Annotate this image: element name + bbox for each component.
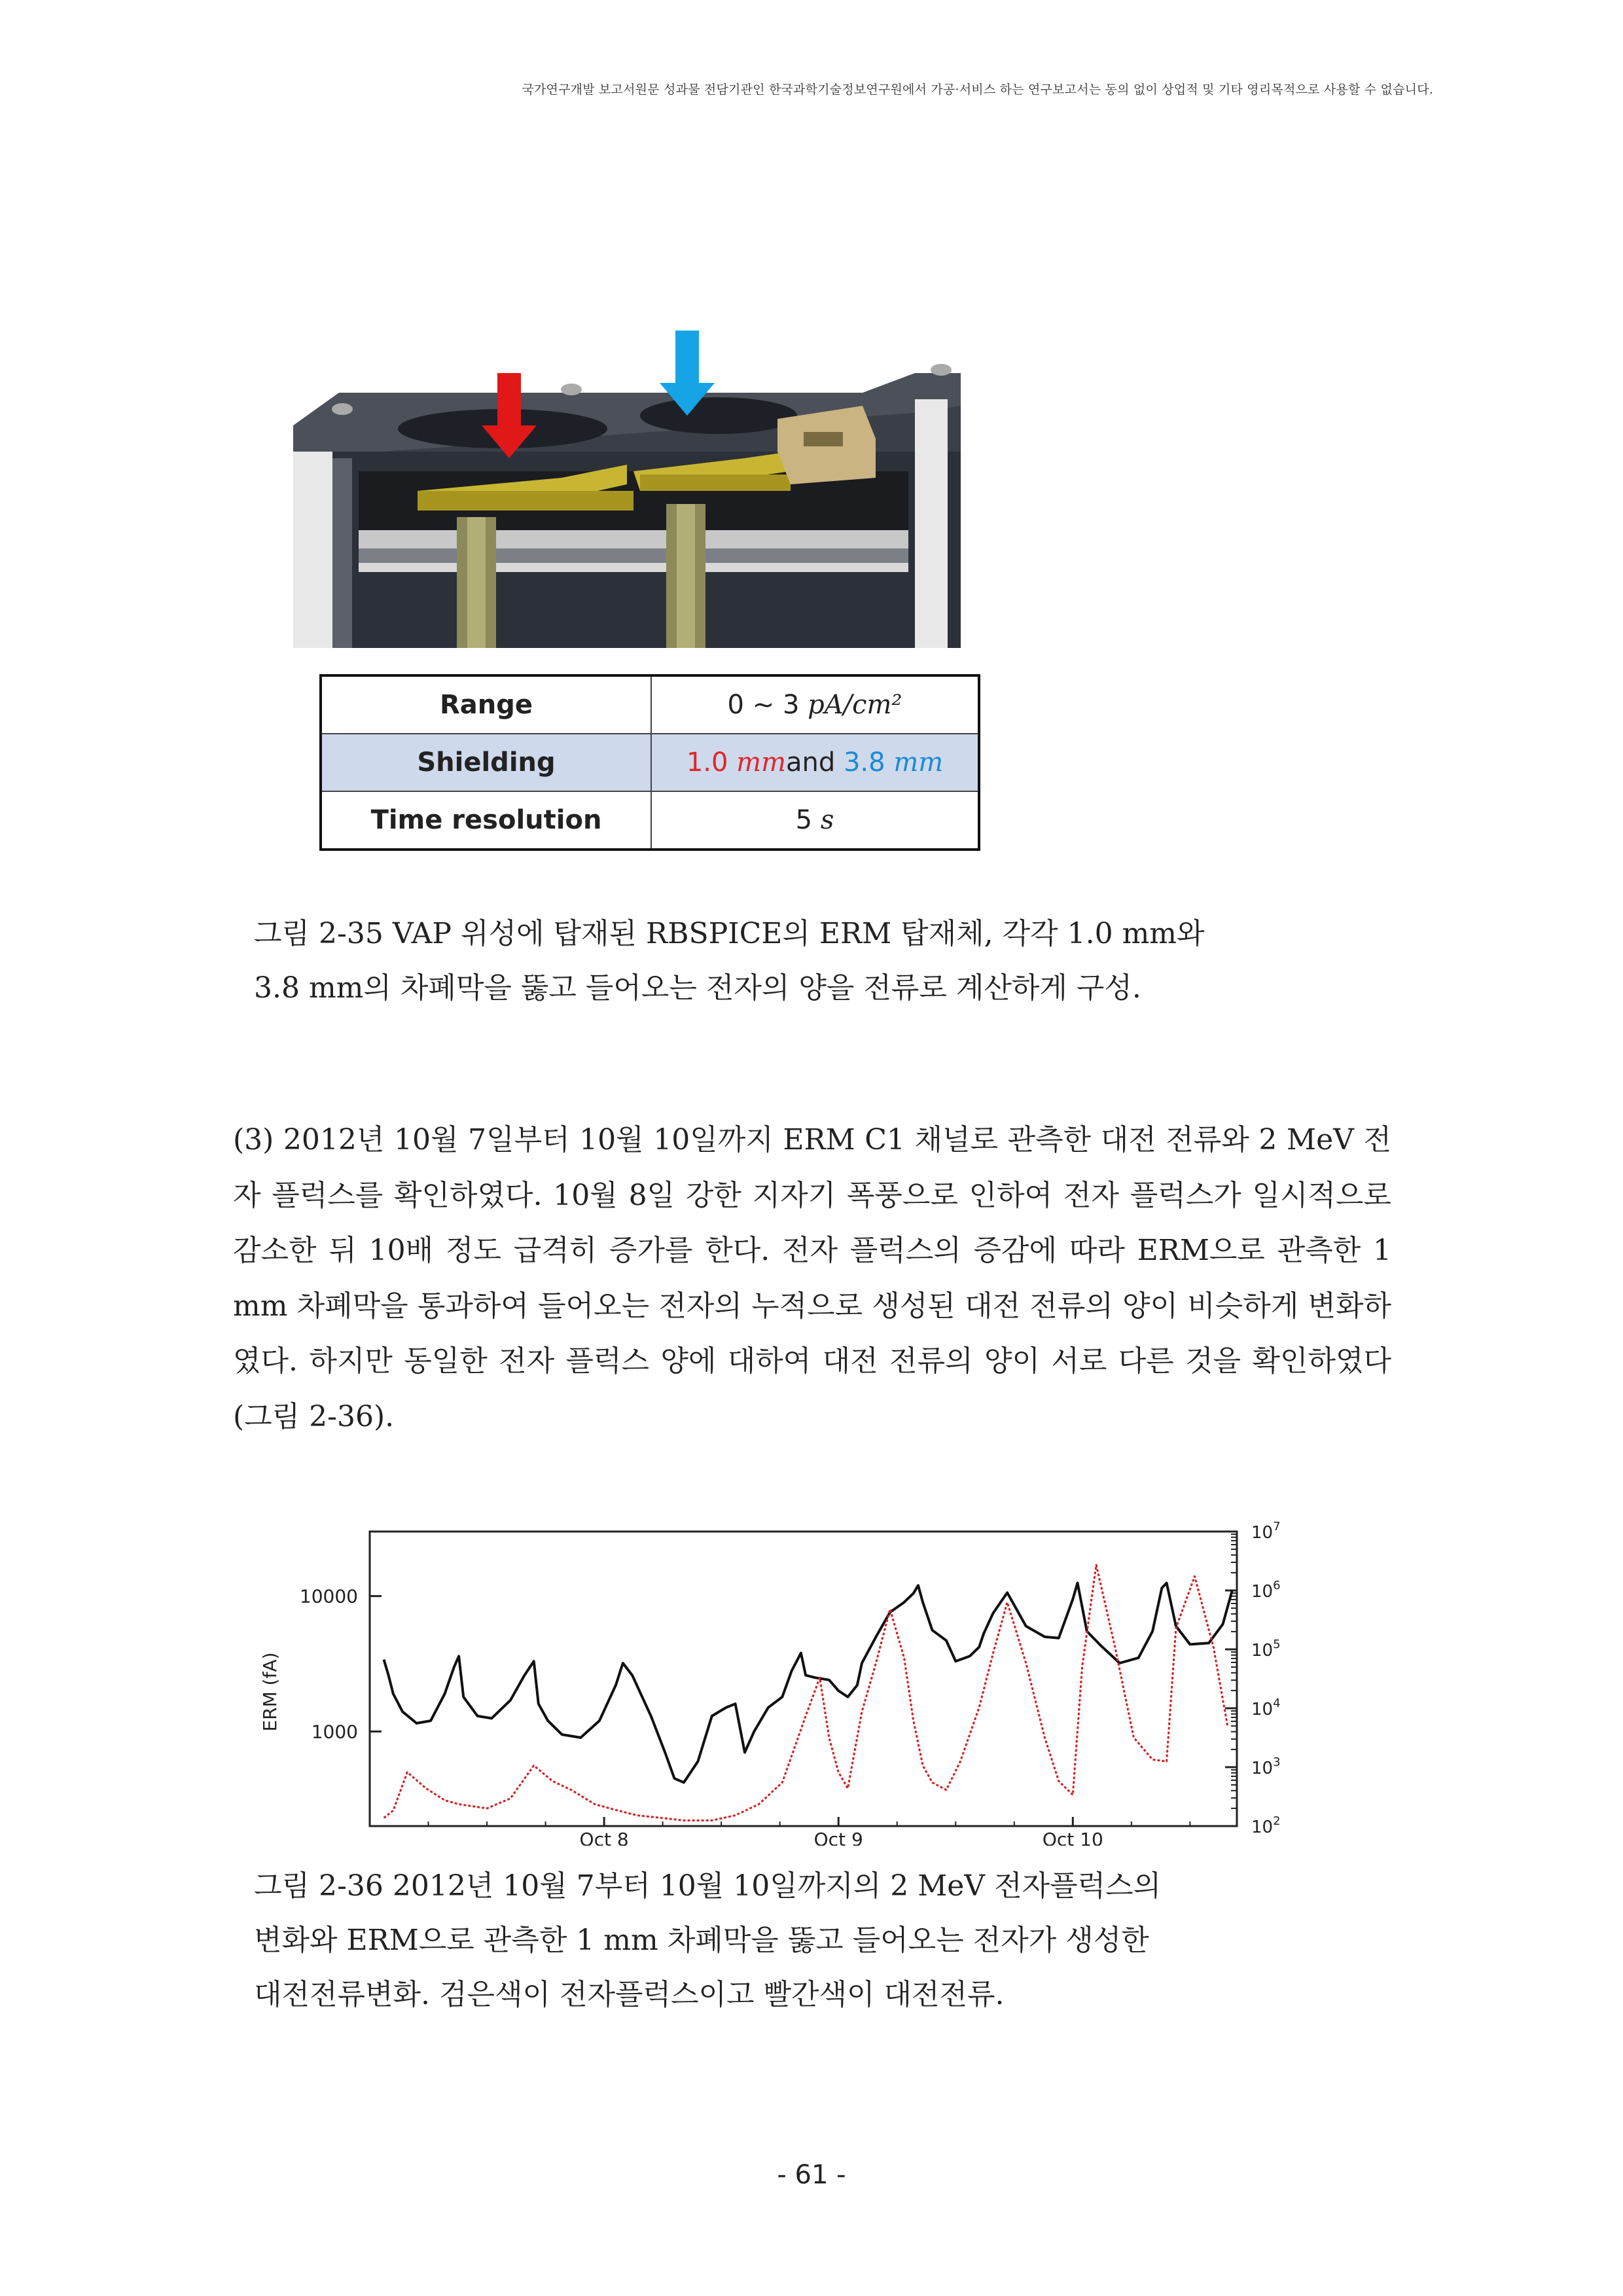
body-paragraph: (3) 2012년 10월 7일부터 10월 10일까지 ERM C1 채널로 관측한 대전 전류와 2 MeV 전자 플럭스를 확인하였다. 10월 8일 강한 지자기 폭풍으로 인하여 전자 플럭스가 일시적으로 감소한 뒤 10배 정도 급격히 증가를 한다. 전자 플럭스의 증감에 따라 ERM으로 관측한 1 mm 차폐막을 통과하여 들어오는 전자의 누적으로 생성된 대전 전류의 양이 비슷하게 변화하였다. 하지만 동일한 전자 플럭스 양에 대하여 대전 전류의 양이 서로 다른 것을 확인하였다 (그림 2-36). — [233, 1123, 1391, 1433]
screw-icon — [931, 364, 952, 376]
table-row — [321, 734, 979, 791]
x-tick-label: Oct 8 — [579, 1829, 629, 1846]
instrument-right-wall-section — [915, 399, 948, 648]
page-number: - 61 - — [777, 2160, 846, 2190]
screw-icon — [332, 403, 353, 415]
header-note: 국가연구개발 보고서원문 성과물 전담기관인 한국과학기술정보연구원에서 가공·서비스 하는 연구보고서는 동의 없이 상업적 및 기타 영리목적으로 사용할 수 없습니다. — [522, 82, 1433, 97]
table-row — [321, 675, 979, 734]
spec-table — [319, 674, 980, 851]
circuit-board-layer — [359, 530, 908, 548]
y-right-tick-label: $10^4$ — [1251, 1696, 1281, 1719]
x-tick-label: Oct 10 — [1042, 1829, 1103, 1846]
range-value: 0 ~ 3 pA/cm² — [651, 675, 979, 734]
shielding-value: 1.0 mmand 3.8 mm — [651, 734, 979, 791]
y-right-tick-label: $10^3$ — [1251, 1755, 1281, 1778]
plot-frame — [370, 1532, 1237, 1826]
instrument-left-wall-section — [293, 452, 332, 648]
range-label: Range — [321, 675, 651, 734]
erm-instrument-illustration — [287, 301, 987, 674]
y-left-tick-label: 1000 — [311, 1721, 358, 1743]
y-right-tick-label: $10^5$ — [1251, 1638, 1281, 1660]
figure-caption-2-36: 그림 2-36 2012년 10월 7부터 10월 10일까지의 2 MeV 전자플럭스의 변화와 ERM으로 관측한 1 mm 차폐막을 뚫고 들어오는 전자가 생성한 대전전류변화. 검은색이 전자플럭스이고 빨간색이 대전전류. — [254, 1869, 1162, 2011]
screw-icon — [561, 384, 582, 395]
detector-cavity-right — [640, 397, 797, 434]
y-left-tick-label: 10000 — [299, 1585, 358, 1607]
y-right-tick-label: $10^6$ — [1251, 1579, 1281, 1602]
y-right-tick-label: $10^7$ — [1251, 1520, 1281, 1543]
series-line-charging-current — [384, 1565, 1228, 1820]
x-tick-label: Oct 9 — [813, 1829, 863, 1846]
y-right-tick-label: $10^2$ — [1251, 1814, 1281, 1837]
erm-flux-chart — [242, 1518, 1315, 1846]
figure-caption-2-35: 그림 2-35 VAP 위성에 탑재된 RBSPICE의 ERM 탑재체, 각각 1.0 mm와 3.8 mm의 차폐막을 뚫고 들어오는 전자의 양을 전류로 계산하게 구성. — [254, 917, 1205, 1005]
series-line-electron-flux — [384, 1583, 1232, 1783]
y-axis-label: ERM (fA) — [259, 1652, 281, 1732]
table-row — [321, 791, 979, 850]
time-resolution-value: 5 s — [651, 791, 979, 850]
shielding-label: Shielding — [321, 734, 651, 791]
time-resolution-label: Time resolution — [321, 791, 651, 850]
